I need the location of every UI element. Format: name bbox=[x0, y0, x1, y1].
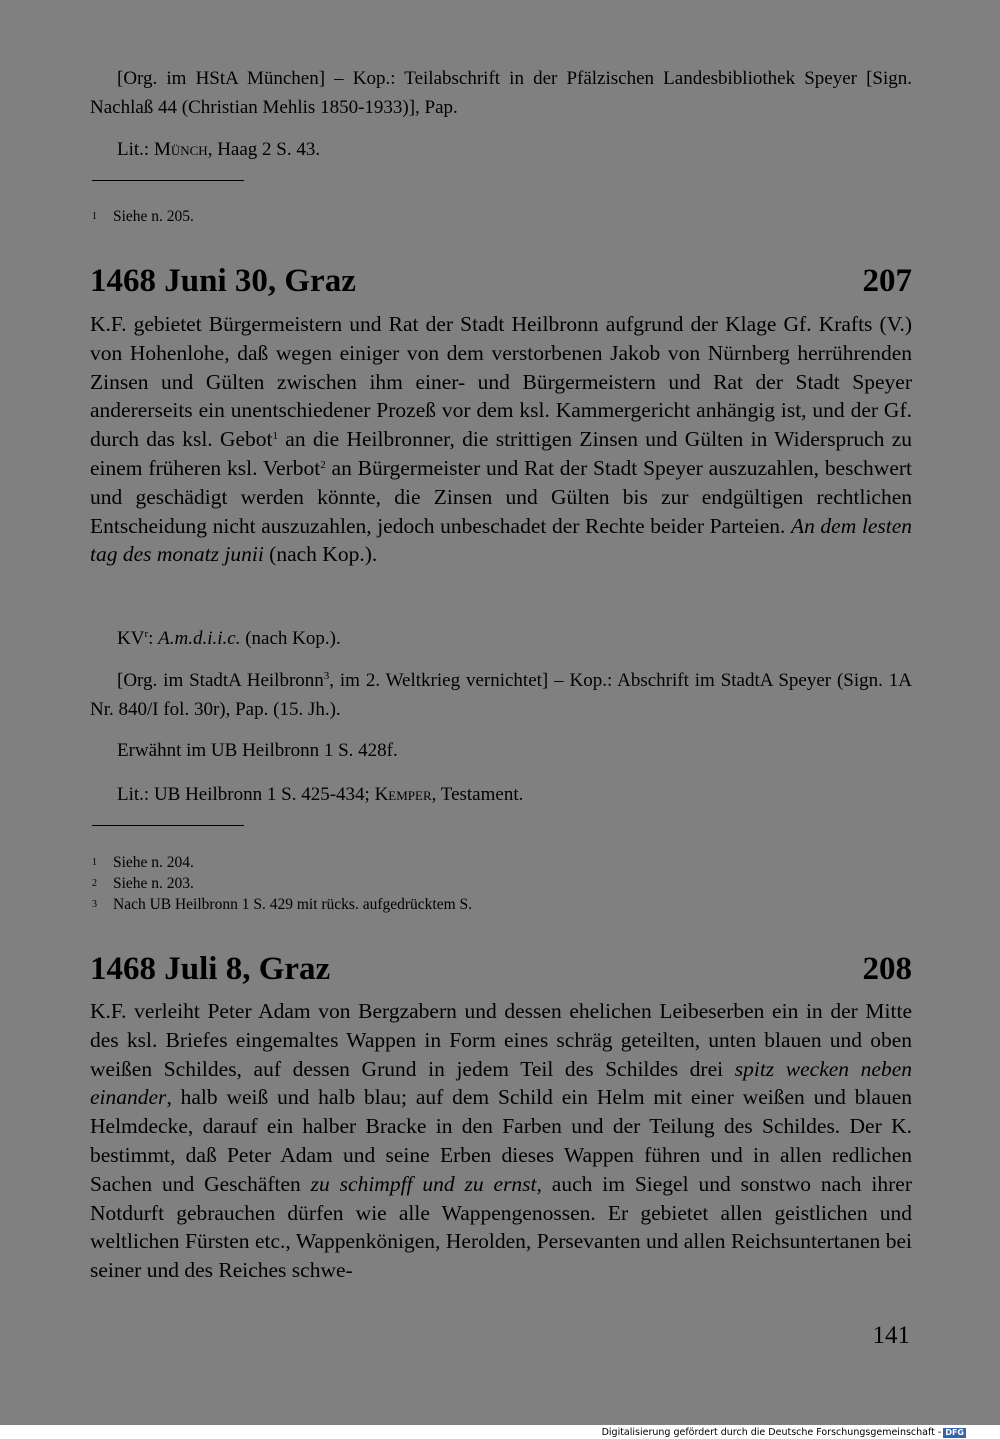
footnote-rule-top bbox=[92, 180, 244, 181]
entry-208-heading bbox=[90, 950, 912, 988]
footnote-item bbox=[92, 873, 472, 894]
footnote-mark: 3 bbox=[92, 899, 97, 910]
entry-207-footnotes bbox=[92, 852, 472, 915]
entry-207-original bbox=[90, 666, 912, 724]
entry-207-heading bbox=[90, 262, 912, 300]
top-literature bbox=[117, 135, 320, 164]
entry-207-lit-author: Kemper bbox=[374, 784, 432, 805]
top-org-line bbox=[90, 64, 912, 122]
dfg-logo: DFG bbox=[945, 1428, 964, 1437]
digitization-credit bbox=[602, 1427, 966, 1438]
entry-207-org-a: [Org. im StadtA Heilbronn bbox=[117, 670, 324, 691]
entry-207-kanzleivermerk bbox=[117, 624, 341, 653]
entry-207-text-mid: an die Heilbronner, die strittigen Zinsen und Gülten in Widerspruch zu einem früheren ksl. Verbot bbox=[90, 427, 912, 480]
entry-207-number: 207 bbox=[862, 263, 912, 299]
entry-207-org-b: , im 2. Weltkrieg vernichtet] – Kop.: Abschrift im StadtA Speyer (Sign. 1A Nr. 840/I fol. 30r), Pap. (15. Jh.). bbox=[90, 670, 912, 720]
entry-207-kv-after: (nach Kop.). bbox=[240, 628, 341, 649]
entry-207-kv-italic: A.m.d.i.i.c. bbox=[158, 628, 241, 649]
page-number: 141 bbox=[872, 1322, 910, 1349]
entry-207-lit-rest: , Testament. bbox=[431, 784, 524, 805]
entry-207-kv-colon: : bbox=[148, 628, 159, 649]
footnote-text: Nach UB Heilbronn 1 S. 429 mit rücks. aufgedrücktem S. bbox=[113, 896, 473, 913]
entry-207-footnote-ref-3: 3 bbox=[323, 670, 330, 682]
entry-207-lit-prefix: Lit.: UB Heilbronn 1 S. 425-434; bbox=[117, 784, 375, 805]
top-lit-author: Münch bbox=[153, 139, 208, 160]
entry-207-date-place: 1468 Juni 30, Graz bbox=[90, 263, 356, 299]
credit-text: Digitalisierung gefördert durch die Deutsche Forschungsgemeinschaft - bbox=[601, 1427, 942, 1438]
entry-207-mention bbox=[117, 736, 398, 765]
entry-208-date-place: 1468 Juli 8, Graz bbox=[90, 951, 331, 987]
entry-207-footnote-ref-1: 1 bbox=[272, 430, 279, 443]
entry-208-text-1: K.F. verleiht Peter Adam von Bergzabern und dessen ehelichen Leibeserben ein in der Mitte des ksl. Briefes eingemaltes Wappen in Form eines schräg geteilten, unten blauen und oben weißen Schildes, auf dessen Grund in jedem Teil des Schildes drei bbox=[90, 999, 912, 1081]
footnote-item bbox=[92, 852, 472, 873]
entry-207-kv-sup: r bbox=[144, 628, 149, 640]
footnote-rule-207 bbox=[92, 825, 244, 826]
entry-207-mention-text: Erwähnt im UB Heilbronn 1 S. 428f. bbox=[117, 740, 398, 761]
footnote-item bbox=[92, 894, 472, 915]
top-footnote-text: Siehe n. 205. bbox=[113, 208, 194, 225]
footnote-mark: 1 bbox=[92, 857, 97, 868]
footnote-mark: 2 bbox=[92, 878, 97, 889]
top-footnote bbox=[92, 206, 194, 227]
entry-208-text-3: , auch im Siegel und sonstwo nach ihrer Notdurft gebrauchen dürfen wie alle Wappengenossen. Er gebietet allen geistlichen und weltlichen Fürsten etc., Wappenkönigen, Herolden, Persevanten und allen Reichsuntertanen bei seiner und des Reiches schwe- bbox=[90, 1171, 912, 1283]
entry-207-literature bbox=[117, 780, 523, 809]
entry-207-quote: An dem lesten tag des monatz junii bbox=[90, 513, 912, 567]
entry-207-text-end: an Bürgermeister und Rat der Stadt Speyer auszuzahlen, beschwert und geschädigt werden könnte, die Zinsen und Gülten bis zur endgültigen rechtlichen Entscheidung nicht auszuzahlen, jedoch unbeschadet der Rechte beider Parteien. bbox=[90, 455, 912, 538]
entry-207-text-main: K.F. gebietet Bürgermeistern und Rat der Stadt Heilbronn aufgrund der Klage Gf. Krafts (V.) von Hohenlohe, daß wegen einiger von dem verstorbenen Jakob von Nürnberg herrührenden Zinsen und Gülten zwischen ihm einer- und Bürgermeistern und Rat der Stadt Speyer andererseits ein unentschiedener Prozeß vor dem ksl. Kammergericht anhängig ist, und der Gf. durch das ksl. Gebot bbox=[90, 312, 912, 452]
entry-207-quote-after: (nach Kop.). bbox=[263, 542, 378, 567]
entry-207-footnote-ref-2: 2 bbox=[320, 458, 326, 471]
entry-208-text-2: , halb weiß und halb blau; auf dem Schild ein Helm mit einer weißen und blauen Helmdecke, darauf ein halber Bracke in den Farben und der Teilung des Schildes. Der K. bestimmt, daß Peter Adam und seine Erben dieses Wappen führen und in allen redlichen Sachen und Geschäften bbox=[90, 1085, 912, 1196]
entry-208-regest bbox=[90, 997, 912, 1285]
entry-208-number: 208 bbox=[862, 951, 912, 987]
entry-207-regest bbox=[90, 310, 912, 569]
entry-207-kv-prefix: KV bbox=[117, 628, 145, 649]
top-lit-rest: , Haag 2 S. 43. bbox=[207, 139, 321, 160]
entry-208-quote-1: spitz wecken neben einander bbox=[90, 1056, 912, 1110]
footnote-text: Siehe n. 204. bbox=[113, 854, 194, 871]
footnote-text: Siehe n. 203. bbox=[113, 875, 194, 892]
top-footnote-mark: 1 bbox=[92, 211, 97, 222]
top-org-text: [Org. im HStA München] – Kop.: Teilabschrift in der Pfälzischen Landesbibliothek Speyer [Sign. Nachlaß 44 (Christian Mehlis 1850-1933)], Pap. bbox=[90, 68, 912, 118]
top-lit-prefix: Lit.: bbox=[117, 139, 154, 160]
entry-208-quote-2: zu schimpff und zu ernst bbox=[310, 1171, 537, 1196]
